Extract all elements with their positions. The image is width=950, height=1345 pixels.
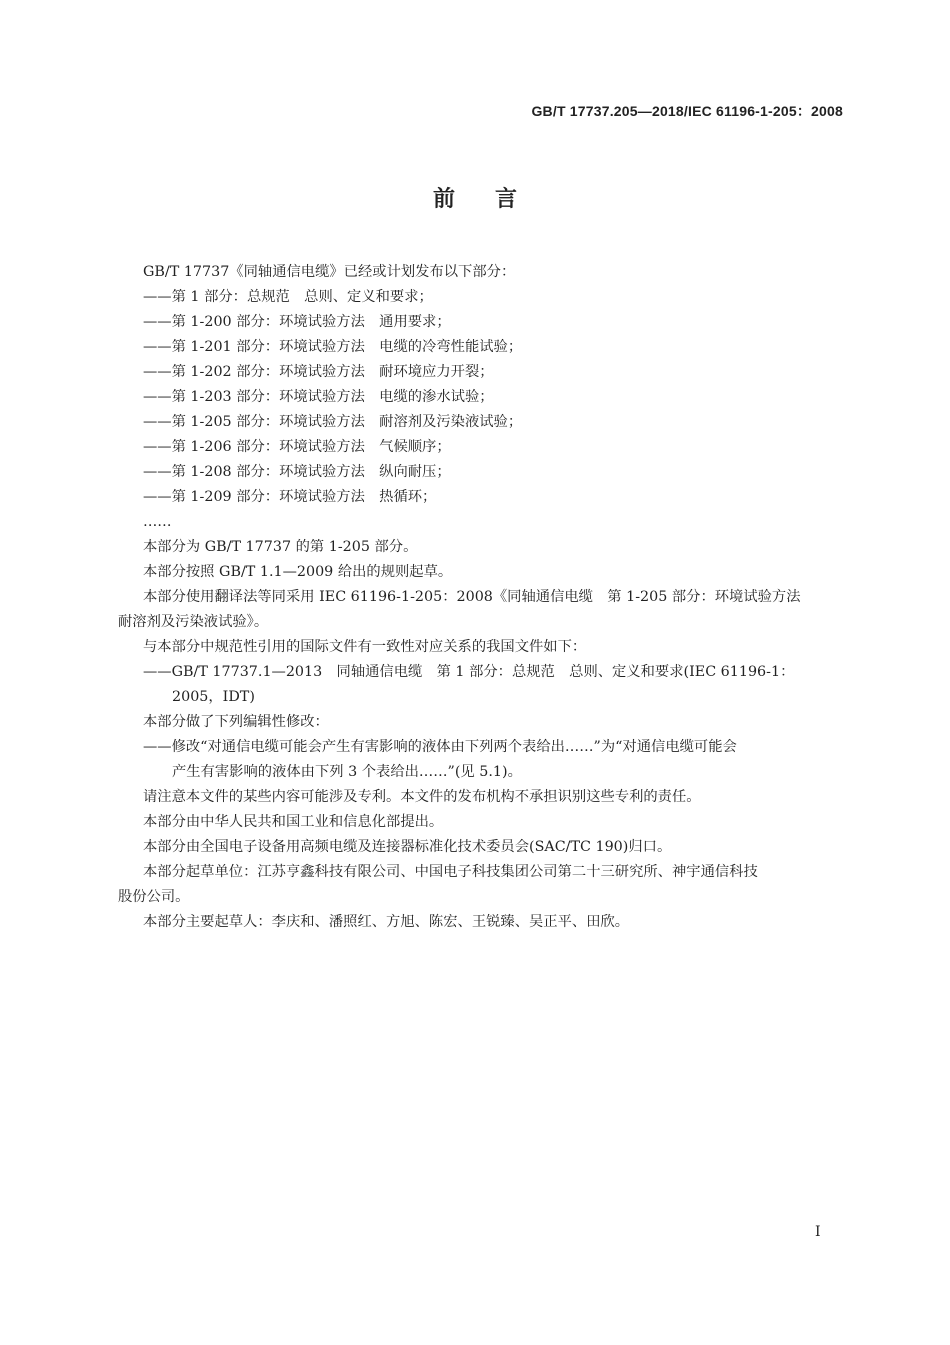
page-number: I — [815, 1224, 821, 1240]
text-line: 2005，IDT) — [172, 689, 255, 705]
text-line: 与本部分中规范性引用的国际文件有一致性对应关系的我国文件如下： — [143, 639, 587, 655]
foreword-body — [118, 260, 846, 935]
text-line: ——第 1-206 部分：环境试验方法 气候顺序； — [143, 439, 451, 455]
text-line: …… — [143, 514, 172, 530]
text-line: 请注意本文件的某些内容可能涉及专利。本文件的发布机构不承担识别这些专利的责任。 — [143, 789, 701, 805]
text-line: ——第 1-203 部分：环境试验方法 电缆的渗水试验； — [143, 389, 494, 405]
page-title: 前言 — [432, 187, 557, 212]
text-line: 本部分由全国电子设备用高频电缆及连接器标准化技术委员会(SAC/TC 190)归口。 — [143, 839, 672, 855]
text-line: 股份公司。 — [118, 889, 190, 905]
text-line: ——修改“对通信电缆可能会产生有害影响的液体由下列两个表给出……”为“对通信电缆可能会 — [143, 739, 737, 755]
text-line: ——第 1-202 部分：环境试验方法 耐环境应力开裂； — [143, 364, 494, 380]
text-line: ——GB/T 17737.1—2013 同轴通信电缆 第 1 部分：总规范 总则、定义和要求(IEC 61196-1： — [143, 664, 795, 680]
text-line: ——第 1-205 部分：环境试验方法 耐溶剂及污染液试验； — [143, 414, 523, 430]
text-line: 本部分为 GB/T 17737 的第 1-205 部分。 — [143, 539, 418, 555]
text-line: ——第 1-200 部分：环境试验方法 通用要求； — [143, 314, 451, 330]
text-line: 本部分主要起草人：李庆和、潘照红、方旭、陈宏、王锐臻、吴正平、田欣。 — [143, 914, 630, 930]
text-line: 本部分起草单位：江苏亨鑫科技有限公司、中国电子科技集团公司第二十三研究所、神宇通信科技 — [143, 864, 758, 880]
text-line: 本部分做了下列编辑性修改： — [143, 714, 329, 730]
text-line: ——第 1 部分：总规范 总则、定义和要求； — [143, 289, 433, 305]
text-line: 产生有害影响的液体由下列 3 个表给出……”(见 5.1)。 — [172, 764, 522, 780]
text-line: GB/T 17737《同轴通信电缆》已经或计划发布以下部分： — [143, 264, 516, 280]
text-line: 耐溶剂及污染液试验》。 — [118, 614, 269, 630]
text-line: ——第 1-208 部分：环境试验方法 纵向耐压； — [143, 464, 451, 480]
document-header: GB/T 17737.205—2018/IEC 61196-1-205：2008 — [531, 103, 843, 119]
text-line: 本部分由中华人民共和国工业和信息化部提出。 — [143, 814, 444, 830]
text-line: 本部分使用翻译法等同采用 IEC 61196-1-205：2008《同轴通信电缆 第 1-205 部分：环境试验方法 — [143, 589, 801, 605]
text-line: 本部分按照 GB/T 1.1—2009 给出的规则起草。 — [143, 564, 453, 580]
text-line: ——第 1-209 部分：环境试验方法 热循环； — [143, 489, 437, 505]
text-line: ——第 1-201 部分：环境试验方法 电缆的冷弯性能试验； — [143, 339, 523, 355]
